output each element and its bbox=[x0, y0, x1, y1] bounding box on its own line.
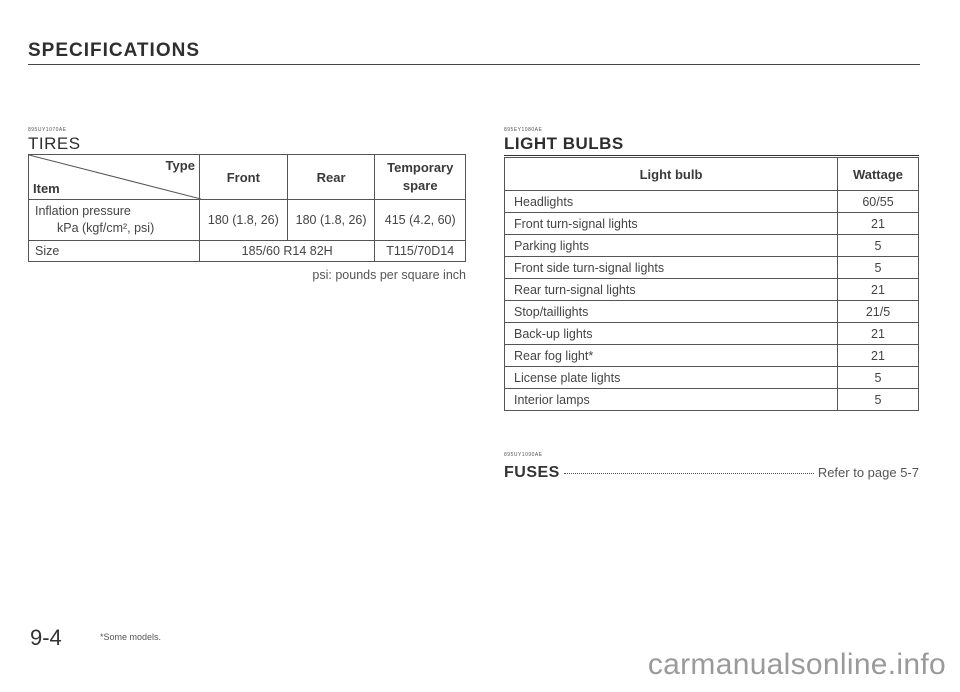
bulb-wattage: 5 bbox=[838, 257, 919, 279]
size-front-rear: 185/60 R14 82H bbox=[199, 241, 375, 262]
inflation-label-line1: Inflation pressure bbox=[35, 204, 131, 218]
bulb-name: Headlights bbox=[505, 191, 838, 213]
table-row bbox=[505, 323, 919, 345]
tires-title: TIRES bbox=[28, 134, 81, 153]
inflation-rear: 180 (1.8, 26) bbox=[287, 200, 375, 241]
inflation-label bbox=[29, 200, 200, 241]
size-spare: T115/70D14 bbox=[375, 241, 466, 262]
footnote: *Some models. bbox=[100, 632, 162, 642]
psi-note: psi: pounds per square inch bbox=[312, 268, 466, 282]
header-rule bbox=[28, 64, 920, 65]
bulb-wattage: 21 bbox=[838, 213, 919, 235]
bulb-wattage: 21 bbox=[838, 323, 919, 345]
watermark: carmanualsonline.info bbox=[647, 648, 946, 681]
inflation-front: 180 (1.8, 26) bbox=[199, 200, 287, 241]
bulbs-title: LIGHT BULBS bbox=[504, 134, 624, 153]
bulb-wattage: 21 bbox=[838, 279, 919, 301]
bulbs-rule bbox=[504, 155, 919, 156]
table-row bbox=[505, 345, 919, 367]
table-row bbox=[505, 389, 919, 411]
bulb-name: Rear turn-signal lights bbox=[505, 279, 838, 301]
table-row bbox=[505, 257, 919, 279]
bulbs-table bbox=[504, 157, 919, 411]
bulb-name: Interior lamps bbox=[505, 389, 838, 411]
front-header: Front bbox=[199, 155, 287, 200]
table-row bbox=[505, 367, 919, 389]
bulb-name: Rear fog light* bbox=[505, 345, 838, 367]
item-label: Item bbox=[33, 181, 60, 196]
bulb-name: License plate lights bbox=[505, 367, 838, 389]
tires-code: 895UY1070AE bbox=[28, 127, 67, 133]
bulb-wattage: 60/55 bbox=[838, 191, 919, 213]
bulb-wattage: 5 bbox=[838, 235, 919, 257]
wattage-header: Wattage bbox=[838, 158, 919, 191]
fuses-line bbox=[504, 464, 919, 482]
inflation-label-line2: kPa (kgf/cm², psi) bbox=[57, 221, 155, 235]
bulb-wattage: 5 bbox=[838, 389, 919, 411]
table-row bbox=[505, 279, 919, 301]
bulb-wattage: 21/5 bbox=[838, 301, 919, 323]
tires-table bbox=[28, 154, 466, 262]
table-row bbox=[505, 301, 919, 323]
fuses-reference: Refer to page 5-7 bbox=[817, 465, 919, 480]
bulb-name: Stop/taillights bbox=[505, 301, 838, 323]
table-row bbox=[505, 213, 919, 235]
bulb-name: Front side turn-signal lights bbox=[505, 257, 838, 279]
bulbs-code: 895EY1080AE bbox=[504, 127, 543, 133]
inflation-row bbox=[29, 200, 466, 241]
bulb-name: Front turn-signal lights bbox=[505, 213, 838, 235]
tires-header-row bbox=[29, 155, 466, 200]
page-title: SPECIFICATIONS bbox=[28, 40, 200, 61]
page-number: 9-4 bbox=[30, 625, 62, 650]
bulb-header: Light bulb bbox=[505, 158, 838, 191]
size-row bbox=[29, 241, 466, 262]
fuses-code: 895UY1090AE bbox=[504, 452, 543, 458]
table-row bbox=[505, 235, 919, 257]
bulb-name: Parking lights bbox=[505, 235, 838, 257]
rear-header: Rear bbox=[287, 155, 375, 200]
bulb-wattage: 5 bbox=[838, 367, 919, 389]
bulb-name: Back-up lights bbox=[505, 323, 838, 345]
spare-header: Temporary spare bbox=[375, 155, 466, 200]
type-label: Type bbox=[165, 158, 195, 173]
table-row bbox=[505, 191, 919, 213]
inflation-spare: 415 (4.2, 60) bbox=[375, 200, 466, 241]
bulb-wattage: 21 bbox=[838, 345, 919, 367]
size-label: Size bbox=[29, 241, 200, 262]
fuses-title: FUSES bbox=[504, 464, 560, 481]
dot-leader bbox=[564, 473, 814, 474]
type-item-cell bbox=[29, 155, 200, 200]
bulbs-header-row bbox=[505, 158, 919, 191]
